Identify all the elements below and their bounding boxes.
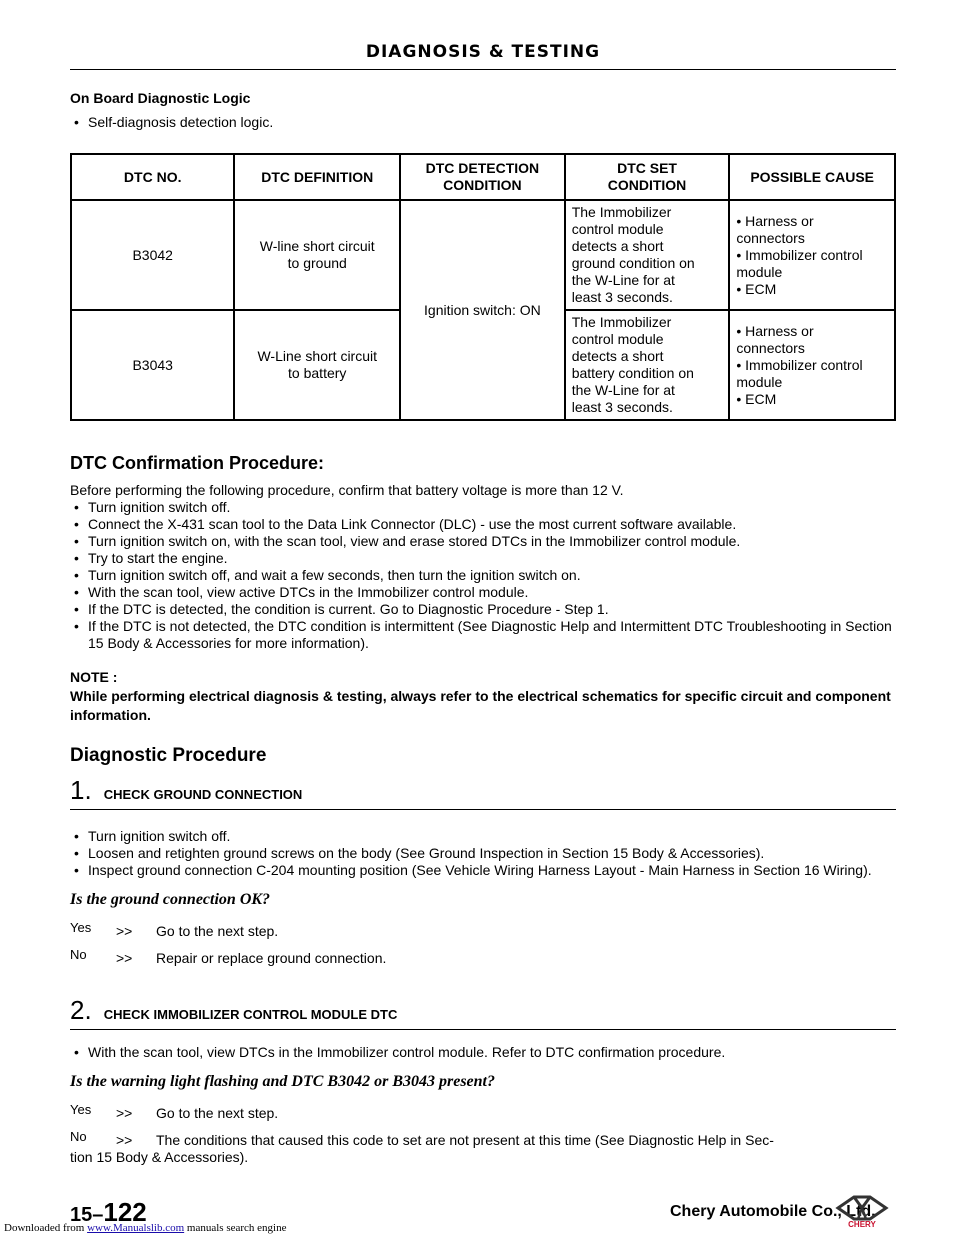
col-header-detection: DTC DETECTION CONDITION bbox=[400, 154, 565, 200]
obd-bullet: • Self-diagnosis detection logic. bbox=[74, 114, 274, 130]
list-item: • Turn ignition switch on, with the scan tool, view and erase stored DTCs in the Immobilizer control module. bbox=[74, 533, 741, 549]
header-title: DIAGNOSIS & TESTING bbox=[365, 42, 601, 62]
bullet-icon: • bbox=[736, 246, 742, 263]
step-1-header bbox=[70, 777, 896, 810]
arrow-icon: >> bbox=[116, 923, 133, 939]
arrow-icon: >> bbox=[116, 950, 133, 966]
bullet-icon: • bbox=[736, 280, 742, 297]
bullet-icon: • bbox=[74, 533, 79, 549]
arrow-icon: >> bbox=[116, 1105, 133, 1121]
page-number: 15–122 bbox=[70, 1197, 147, 1227]
bullet-icon: • bbox=[74, 567, 79, 583]
bullet-icon: • bbox=[74, 618, 79, 634]
obd-title: On Board Diagnostic Logic bbox=[70, 90, 251, 106]
step-title: CHECK IMMOBILIZER CONTROL MODULE DTC bbox=[103, 1007, 398, 1022]
answer-no: No >> The conditions that caused this code to set are not present at this time (See Diagnostic Help in Sec- bbox=[70, 1129, 774, 1148]
list-item: • Try to start the engine. bbox=[74, 550, 228, 566]
dtc-set-condition: The Immobilizer control module detects a short ground condition on the W-Line for at least 3 seconds. bbox=[565, 200, 730, 310]
bullet-icon: • bbox=[74, 1044, 79, 1060]
note-text: While performing electrical diagnosis & testing, always refer to the electrical schematics for specific circuit and component information. bbox=[70, 688, 891, 723]
confirm-title: DTC Confirmation Procedure: bbox=[70, 453, 325, 473]
step-title: CHECK GROUND CONNECTION bbox=[103, 787, 303, 802]
chery-logo-icon bbox=[832, 1194, 892, 1233]
answer-yes: Yes >> Go to the next step. bbox=[70, 920, 279, 939]
col-header-definition: DTC DEFINITION bbox=[234, 154, 400, 200]
bullet-icon: • bbox=[736, 390, 742, 407]
col-header-cause: POSSIBLE CAUSE bbox=[729, 154, 895, 200]
bullet-icon: • bbox=[74, 862, 79, 878]
note-label: NOTE : bbox=[70, 669, 118, 685]
answer-yes: Yes >> Go to the next step. bbox=[70, 1102, 279, 1121]
list-item: • If the DTC is not detected, the DTC condition is intermittent (See Diagnostic Help and Intermittent DTC Troubleshooting in Section 15 Body & Accessories for more information). bbox=[74, 618, 892, 651]
list-item: • Connect the X-431 scan tool to the Data Link Connector (DLC) - use the most current software available. bbox=[74, 516, 737, 532]
page-content bbox=[70, 90, 896, 1166]
bullet-icon: • bbox=[74, 584, 79, 600]
list-item: • With the scan tool, view DTCs in the Immobilizer control module. Refer to DTC confirmation procedure. bbox=[74, 1044, 726, 1060]
bullet-icon: • bbox=[74, 828, 79, 844]
arrow-icon: >> bbox=[116, 1132, 133, 1148]
no-label: No bbox=[70, 947, 87, 962]
bullet-icon: • bbox=[74, 516, 79, 532]
svg-text:CHERY: CHERY bbox=[848, 1220, 876, 1228]
no-label: No bbox=[70, 1129, 87, 1144]
bullet-icon: • bbox=[74, 499, 79, 515]
col-header-dtc-no: DTC NO. bbox=[71, 154, 234, 200]
bullet-icon: • bbox=[74, 114, 79, 130]
step-question: Is the warning light flashing and DTC B3042 or B3043 present? bbox=[70, 1073, 495, 1090]
dtc-definition: W-Line short circuit to battery bbox=[234, 310, 400, 420]
list-item: • With the scan tool, view active DTCs in the Immobilizer control module. bbox=[74, 584, 529, 600]
list-item: • Turn ignition switch off. bbox=[74, 499, 231, 515]
step-2-header bbox=[70, 997, 896, 1030]
list-item: • Turn ignition switch off, and wait a few seconds, then turn the ignition switch on. bbox=[74, 567, 581, 583]
table-header-row bbox=[71, 154, 895, 200]
list-item: • If the DTC is detected, the condition is current. Go to Diagnostic Procedure - Step 1. bbox=[74, 601, 609, 617]
procedure-title: Diagnostic Procedure bbox=[70, 745, 267, 766]
dtc-table bbox=[70, 153, 896, 421]
company-name: Chery Automobile Co., Ltd. bbox=[670, 1203, 876, 1220]
download-line: Downloaded from www.Manualslib.com manuals search engine bbox=[4, 1222, 287, 1234]
bullet-icon: • bbox=[736, 356, 742, 373]
step-question: Is the ground connection OK? bbox=[70, 891, 271, 908]
bullet-icon: • bbox=[736, 322, 742, 339]
dtc-definition: W-line short circuit to ground bbox=[234, 200, 400, 310]
page-header bbox=[70, 42, 896, 70]
table-row bbox=[71, 200, 895, 310]
bullet-icon: • bbox=[74, 845, 79, 861]
yes-label: Yes bbox=[70, 920, 92, 935]
dtc-detection-condition: Ignition switch: ON bbox=[400, 200, 565, 420]
bullet-icon: • bbox=[74, 550, 79, 566]
manualslib-link[interactable]: www.Manualslib.com bbox=[87, 1222, 185, 1234]
dtc-code: B3042 bbox=[71, 200, 234, 310]
bullet-icon: • bbox=[74, 601, 79, 617]
dtc-possible-cause: • Harness or connectors • Immobilizer control module • ECM bbox=[729, 310, 895, 420]
dtc-set-condition: The Immobilizer control module detects a short battery condition on the W-Line for at least 3 seconds. bbox=[565, 310, 730, 420]
list-item: • Turn ignition switch off. bbox=[74, 828, 231, 844]
bullet-icon: • bbox=[736, 212, 742, 229]
answer-no-continued: tion 15 Body & Accessories). bbox=[70, 1149, 249, 1165]
step-number: 2. bbox=[70, 995, 92, 1025]
dtc-code: B3043 bbox=[71, 310, 234, 420]
confirm-intro: Before performing the following procedure, confirm that battery voltage is more than 12 V. bbox=[70, 482, 624, 498]
dtc-possible-cause: • Harness or connectors • Immobilizer control module • ECM bbox=[729, 200, 895, 310]
col-header-set-condition: DTC SET CONDITION bbox=[565, 154, 730, 200]
list-item: • Loosen and retighten ground screws on the body (See Ground Inspection in Section 15 Body & Accessories). bbox=[74, 845, 765, 861]
note-block bbox=[70, 668, 896, 725]
answer-no: No >> Repair or replace ground connection. bbox=[70, 947, 387, 966]
step-number: 1. bbox=[70, 775, 92, 805]
yes-label: Yes bbox=[70, 1102, 92, 1117]
list-item: • Inspect ground connection C-204 mounting position (See Vehicle Wiring Harness Layout - Main Harness in Section 16 Wiring). bbox=[74, 862, 872, 878]
